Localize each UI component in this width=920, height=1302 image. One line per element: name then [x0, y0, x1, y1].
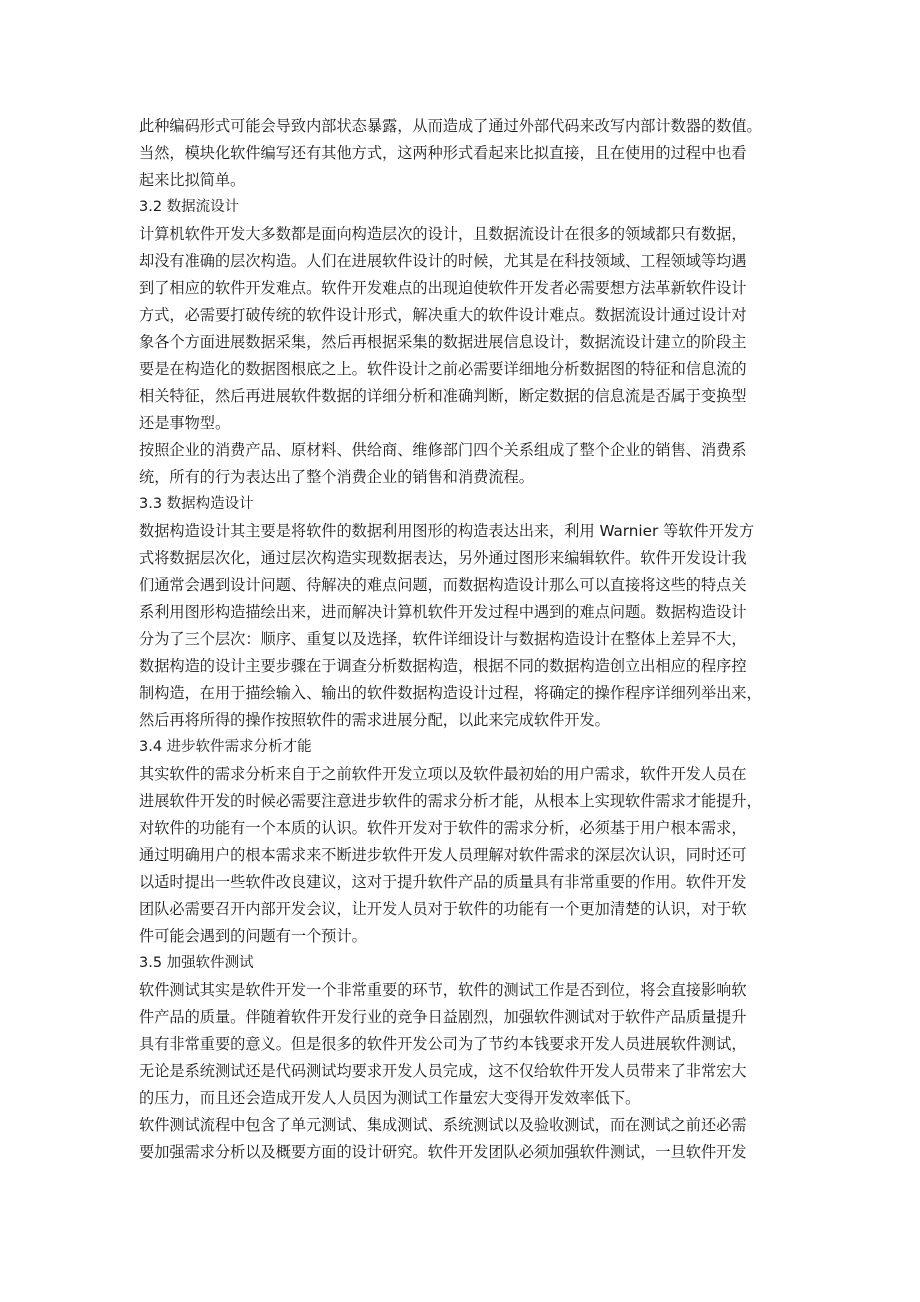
paragraph-line: 按照企业的消费产品、原材料、供给商、维修部门四个关系组成了整个企业的销售、消费系	[139, 441, 747, 459]
paragraph-line: 象各个方面进展数据采集，然后再根据采集的数据进展信息设计，数据流设计建立的阶段主	[139, 333, 747, 351]
paragraph-line: 要加强需求分析以及概要方面的设计研究。软件开发团队必须加强软件测试，一旦软件开发	[139, 1143, 747, 1161]
paragraph-line: 无论是系统测试还是代码测试均要求开发人员完成，这不仅给软件开发人员带来了非常宏大	[139, 1062, 747, 1080]
paragraph-line: 软件测试流程中包含了单元测试、集成测试、系统测试以及验收测试，而在测试之前还必需	[139, 1116, 747, 1134]
paragraph-line: 此种编码形式可能会导致内部状态暴露，从而造成了通过外部代码来改写内部计数器的数值。	[139, 117, 762, 135]
paragraph-line: 的压力，而且还会造成开发人人员因为测试工作量宏大变得开发效率低下。	[139, 1089, 641, 1107]
paragraph-line: 团队必需要召开内部开发会议，让开发人员对于软件的功能有一个更加清楚的认识，对于软	[139, 900, 747, 918]
paragraph-line: 对软件的功能有一个本质的认识。软件开发对于软件的需求分析，必须基于用户根本需求，	[139, 819, 747, 837]
paragraph-line: 当然，模块化软件编写还有其他方式，这两种形式看起来比拟直接，且在使用的过程中也看	[139, 144, 747, 162]
paragraph-line: 统，所有的行为表达出了整个消费企业的销售和消费流程。	[139, 468, 534, 486]
paragraph-line: 分为了三个层次：顺序、重复以及选择，软件详细设计与数据构造设计在整体上差异不大，	[139, 630, 747, 648]
paragraph-line: 还是事物型。	[139, 414, 231, 432]
paragraph-line: 件产品的质量。伴随着软件开发行业的竞争日益剧烈，加强软件测试对于软件产品质量提升	[139, 1008, 747, 1026]
section-heading: 3.4 进步软件需求分析才能	[139, 739, 312, 755]
paragraph-line: 件可能会遇到的问题有一个预计。	[139, 927, 367, 945]
paragraph-line: 要是在构造化的数据图根底之上。软件设计之前必需要详细地分析数据图的特征和信息流的	[139, 360, 747, 378]
paragraph-line: 制构造，在用于描绘输入、输出的软件数据构造设计过程，将确定的操作程序详细列举出来，	[139, 684, 762, 702]
paragraph-line: 以适时提出一些软件改良建议，这对于提升软件产品的质量具有非常重要的作用。软件开发	[139, 873, 747, 891]
paragraph-line: 进展软件开发的时候必需要注意进步软件的需求分析才能，从根本上实现软件需求才能提升，	[139, 792, 762, 810]
paragraph-line: 起来比拟简单。	[139, 171, 246, 189]
paragraph-line: 方式，必需要打破传统的软件设计形式，解决重大的软件设计难点。数据流设计通过设计对	[139, 306, 747, 324]
paragraph-line: 数据构造的设计主要步骤在于调查分析数据构造，根据不同的数据构造创立出相应的程序控	[139, 657, 747, 675]
section-heading: 3.2 数据流设计	[139, 199, 240, 215]
paragraph-line: 具有非常重要的意义。但是很多的软件开发公司为了节约本钱要求开发人员进展软件测试，	[139, 1035, 747, 1053]
paragraph-line: 其实软件的需求分析来自于之前软件开发立项以及软件最初始的用户需求，软件开发人员在	[139, 765, 747, 783]
paragraph-line: 到了相应的软件开发难点。软件开发难点的出现迫使软件开发者必需要想方法革新软件设计	[139, 279, 747, 297]
paragraph-line: 却没有准确的层次构造。人们在进展软件设计的时候，尤其是在科技领域、工程领域等均遇	[139, 252, 747, 270]
paragraph-line: 计算机软件开发大多数都是面向构造层次的设计，且数据流设计在很多的领域都只有数据，	[139, 225, 747, 243]
paragraph-line: 系利用图形构造描绘出来，进而解决计算机软件开发过程中遇到的难点问题。数据构造设计	[139, 603, 747, 621]
paragraph-line: 式将数据层次化，通过层次构造实现数据表达，另外通过图形来编辑软件。软件开发设计我	[139, 549, 747, 567]
paragraph-line: 然后再将所得的操作按照软件的需求进展分配，以此来完成软件开发。	[139, 711, 610, 729]
section-heading: 3.3 数据构造设计	[139, 496, 254, 512]
section-heading: 3.5 加强软件测试	[139, 955, 254, 971]
document-page	[139, 113, 805, 1166]
paragraph-line: 通过明确用户的根本需求来不断进步软件开发人员理解对软件需求的深层次认识，同时还可	[139, 846, 747, 864]
paragraph-line: 们通常会遇到设计问题、待解决的难点问题，而数据构造设计那么可以直接将这些的特点关	[139, 576, 747, 594]
paragraph-line: 软件测试其实是软件开发一个非常重要的环节，软件的测试工作是否到位，将会直接影响软	[139, 981, 747, 999]
paragraph-line: 相关特征，然后再进展软件数据的详细分析和准确判断，断定数据的信息流是否属于变换型	[139, 387, 747, 405]
paragraph-line: 数据构造设计其主要是将软件的数据利用图形的构造表达出来，利用 Warnier 等软件开发方	[139, 522, 755, 540]
